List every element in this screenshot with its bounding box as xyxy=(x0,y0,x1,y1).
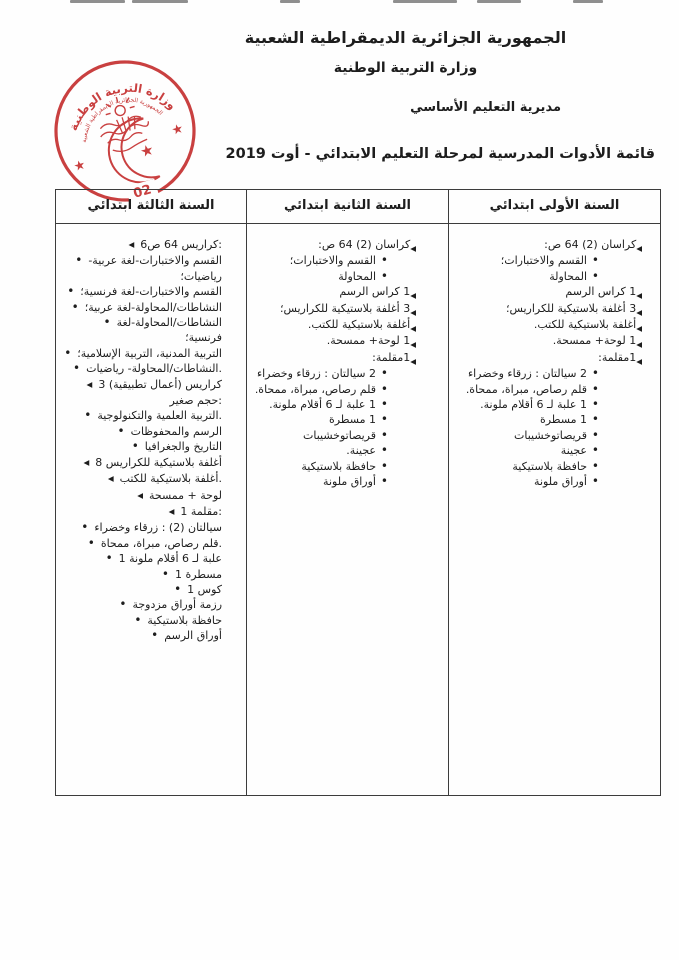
list-item xyxy=(64,361,222,376)
crescent-star-icon xyxy=(101,116,162,190)
table-body-row xyxy=(56,224,660,795)
list-item xyxy=(64,439,222,454)
arrow-bullet-icon: ◀ xyxy=(410,244,416,253)
dot-bullet-icon: • xyxy=(380,427,388,442)
arrow-bullet-icon: ◀ xyxy=(410,307,416,317)
item-text: عجينة xyxy=(560,444,587,458)
list-item xyxy=(64,567,222,582)
item-text: أوراق الرسم xyxy=(164,629,222,643)
list-item xyxy=(453,237,656,253)
list-item xyxy=(453,301,656,317)
dot-bullet-icon: • xyxy=(131,439,139,454)
list-item xyxy=(253,459,430,474)
list-item xyxy=(453,412,656,427)
item-text: 1 كراس الرسم xyxy=(565,285,637,299)
column-year2-list xyxy=(247,224,449,795)
item-text: أوراق ملونة xyxy=(323,475,376,489)
item-text: الرسم والمحفوظات xyxy=(130,424,222,438)
list-item xyxy=(253,397,430,412)
item-text: 1 لوحة+ ممسحة. xyxy=(552,334,637,348)
item-text: 2 سيالتان : زرقاء وخضراء xyxy=(256,367,376,381)
column-header-year2: السنة الثانية ابتدائي xyxy=(247,190,449,223)
column-header-year1: السنة الأولى ابتدائي xyxy=(489,198,620,213)
dot-bullet-icon: • xyxy=(380,443,388,458)
list-item xyxy=(253,237,430,253)
item-text: 1 علبة لـ 6 أقلام ملونة. xyxy=(269,398,376,412)
dot-bullet-icon: • xyxy=(105,551,113,566)
star-icon: ★ xyxy=(72,157,88,176)
item-text: المحاولة xyxy=(549,269,587,283)
list-item xyxy=(453,474,656,489)
arrow-bullet-icon: ◀ xyxy=(107,474,114,484)
dot-bullet-icon: • xyxy=(380,381,388,396)
dot-bullet-icon: • xyxy=(87,535,95,550)
arrow-bullet-icon: ◀ xyxy=(410,340,416,350)
list-item xyxy=(453,382,656,397)
column-year1-list xyxy=(449,224,660,795)
item-text: قلم رصاص، مبراة، ممحاة. xyxy=(254,382,376,396)
list-item xyxy=(453,350,656,366)
list-item xyxy=(453,443,656,458)
dot-bullet-icon: • xyxy=(591,253,599,268)
dot-bullet-icon: • xyxy=(380,253,388,268)
list-item xyxy=(64,628,222,643)
list-item xyxy=(64,504,222,520)
list-item xyxy=(253,443,430,458)
list-item xyxy=(64,597,222,612)
official-stamp xyxy=(50,56,200,206)
dot-bullet-icon: • xyxy=(380,412,388,427)
column-year3-list xyxy=(56,224,247,795)
item-text: 1 علبة لـ 6 أقلام ملونة. xyxy=(480,398,587,412)
list-item xyxy=(64,237,222,253)
dot-bullet-icon: • xyxy=(67,284,75,299)
dot-bullet-icon: • xyxy=(380,397,388,412)
item-text: 8 أغلفة بلاستيكية للكراريس xyxy=(95,455,222,469)
dot-bullet-icon: • xyxy=(81,520,89,535)
list-item xyxy=(64,315,222,346)
item-text: حافظة بلاستيكية xyxy=(147,613,222,627)
ministry-title: وزارة التربية الوطنية xyxy=(333,60,478,76)
stamp-inner-text: الجمهورية الجزائرية الديمقراطية الشعبية xyxy=(80,96,164,143)
arrow-bullet-icon: ◀ xyxy=(636,291,642,301)
directorate-label: مديرية التعليم الأساسي xyxy=(410,100,561,115)
item-text: القسم والاختبارات؛ xyxy=(289,254,376,268)
item-text: قريصاتوخشيبات xyxy=(303,428,376,442)
list-item xyxy=(253,382,430,397)
dot-bullet-icon: • xyxy=(103,315,111,330)
item-text: القسم والاختبارات-لغة فرنسية؛ xyxy=(80,285,222,299)
arrow-bullet-icon: ◀ xyxy=(636,340,642,350)
item-text: 1 مقلمة: xyxy=(180,504,222,518)
stamp-ring-text: وزارة التربية الوطنية xyxy=(65,80,180,133)
item-text: التاريخ والجغرافيا xyxy=(144,440,222,454)
dot-bullet-icon: • xyxy=(117,423,125,438)
list-item xyxy=(64,520,222,535)
item-text: 1 كراس الرسم xyxy=(339,285,411,299)
list-item xyxy=(64,300,222,315)
list-item xyxy=(453,317,656,333)
item-text: النشاطات/المحاولة-لغة عربية؛ xyxy=(84,300,222,314)
list-item xyxy=(453,459,656,474)
list-item xyxy=(253,301,430,317)
arrow-bullet-icon: ◀ xyxy=(410,291,416,301)
list-item xyxy=(453,397,656,412)
scan-artifact xyxy=(70,0,125,3)
arrow-bullet-icon: ◀ xyxy=(636,244,642,253)
arrow-bullet-icon: ◀ xyxy=(168,506,175,516)
list-item xyxy=(64,471,222,487)
dot-bullet-icon: • xyxy=(380,458,388,473)
dot-bullet-icon: • xyxy=(174,581,182,596)
item-text: المحاولة xyxy=(338,269,376,283)
item-text: 1 مسطرة xyxy=(174,567,222,581)
list-item xyxy=(64,377,222,409)
list-item xyxy=(253,474,430,489)
dot-bullet-icon: • xyxy=(84,408,92,423)
item-text: النشاطات/المحاولة- رياضيات. xyxy=(86,362,222,376)
list-item xyxy=(253,317,430,333)
item-text: 1 مسطرة xyxy=(539,413,587,427)
column-header-year3: السنة الثالثة ابتدائي xyxy=(56,190,247,223)
item-text: 1مقلمة: xyxy=(372,350,411,364)
dot-bullet-icon: • xyxy=(161,566,169,581)
item-text: قلم رصاص، مبراة، ممحاة. xyxy=(465,382,587,396)
list-item xyxy=(253,428,430,443)
list-item xyxy=(253,350,430,366)
list-item xyxy=(253,333,430,349)
item-text: 1 لوحة+ ممسحة. xyxy=(326,334,411,348)
stamp-number: 02 xyxy=(131,182,154,202)
item-text: 1 مسطرة xyxy=(328,413,376,427)
dot-bullet-icon: • xyxy=(71,299,79,314)
dot-bullet-icon: • xyxy=(591,458,599,473)
arrow-bullet-icon: ◀ xyxy=(86,379,93,389)
item-text: حافظة بلاستيكية xyxy=(301,459,376,473)
dot-bullet-icon: • xyxy=(151,628,159,643)
item-text: عجينة. xyxy=(346,444,376,458)
list-item xyxy=(64,408,222,423)
item-text: التربية المدنية، التربية الإسلامية؛ xyxy=(77,346,222,360)
supplies-table xyxy=(55,189,661,796)
list-item xyxy=(64,424,222,439)
list-item xyxy=(64,536,222,551)
star-icon: ★ xyxy=(169,121,186,139)
dot-bullet-icon: • xyxy=(64,345,72,360)
list-item xyxy=(453,253,656,268)
table-header-row xyxy=(56,190,660,224)
item-text: النشاطات/المحاولة-لغة فرنسية؛ xyxy=(116,316,222,345)
item-text: رزمة أوراق مزدوجة xyxy=(132,598,222,612)
scan-artifact xyxy=(132,0,188,3)
item-text: 2 سيالتان : زرقاء وخضراء xyxy=(467,367,587,381)
arrow-bullet-icon: ◀ xyxy=(636,307,642,317)
item-text: 1مقلمة: xyxy=(598,350,637,364)
item-text: 3 أغلفة بلاستيكية للكراريس؛ xyxy=(279,301,411,315)
dot-bullet-icon: • xyxy=(591,397,599,412)
item-text: 1 علبة لـ 6 أقلام ملونة xyxy=(118,552,222,566)
dot-bullet-icon: • xyxy=(380,366,388,381)
list-item xyxy=(253,253,430,268)
item-text: أغلفة بلاستيكية للكتب. xyxy=(119,472,222,486)
list-item xyxy=(253,284,430,300)
page-title: قائمة الأدوات المدرسية لمرحلة التعليم الابتدائي - أوت 2019 xyxy=(225,146,655,162)
item-text: حافظة بلاستيكية xyxy=(512,459,587,473)
dot-bullet-icon: • xyxy=(591,443,599,458)
item-text: 1 كوس xyxy=(187,582,222,596)
list-item xyxy=(64,582,222,597)
arrow-bullet-icon: ◀ xyxy=(636,356,642,366)
list-item xyxy=(253,269,430,284)
list-item xyxy=(453,269,656,284)
list-item xyxy=(64,551,222,566)
dot-bullet-icon: • xyxy=(75,253,83,268)
dot-bullet-icon: • xyxy=(591,474,599,489)
item-text: كراسان (2) 64 ص: xyxy=(318,238,411,251)
arrow-bullet-icon: ◀ xyxy=(410,324,416,334)
list-item xyxy=(64,455,222,471)
list-item xyxy=(253,412,430,427)
list-item xyxy=(453,428,656,443)
list-item xyxy=(453,366,656,381)
list-item xyxy=(64,284,222,299)
list-item xyxy=(453,333,656,349)
item-text: كراسان (2) 64 ص: xyxy=(544,238,637,251)
arrow-bullet-icon: ◀ xyxy=(410,356,416,366)
item-text: القسم والاختبارات-لغة عربية-رياضيات؛ xyxy=(88,254,222,283)
dot-bullet-icon: • xyxy=(134,612,142,627)
scan-artifact xyxy=(393,0,457,3)
item-text: أغلفة بلاستيكية للكتب. xyxy=(307,318,411,332)
item-text: 3 كراريس (أعمال تطبيقية) حجم صغير: xyxy=(98,377,222,408)
item-text: القسم والاختبارات؛ xyxy=(500,254,587,268)
item-text: أغلفة بلاستيكية للكتب. xyxy=(533,318,637,332)
arrow-bullet-icon: ◀ xyxy=(128,240,135,249)
dot-bullet-icon: • xyxy=(380,474,388,489)
list-item xyxy=(253,366,430,381)
list-item xyxy=(64,253,222,284)
arrow-bullet-icon: ◀ xyxy=(137,490,143,500)
dot-bullet-icon: • xyxy=(119,597,127,612)
item-text: أوراق ملونة xyxy=(534,475,587,489)
dot-bullet-icon: • xyxy=(591,427,599,442)
item-text: التربية العلمية والتكنولوجية. xyxy=(97,409,222,423)
item-text: 6كراريس 64 ص: xyxy=(140,238,222,251)
list-item xyxy=(64,488,222,504)
item-text: سيالتان (2) : زرقاء وخضراء xyxy=(94,521,222,535)
dot-bullet-icon: • xyxy=(591,381,599,396)
arrow-bullet-icon: ◀ xyxy=(636,324,642,334)
dot-bullet-icon: • xyxy=(73,361,81,376)
dot-bullet-icon: • xyxy=(380,268,388,283)
dot-bullet-icon: • xyxy=(591,268,599,283)
item-text: قريصاتوخشيبات xyxy=(514,428,587,442)
republic-title: الجمهورية الجزائرية الديمقراطية الشعبية xyxy=(244,28,567,47)
dot-bullet-icon: • xyxy=(591,366,599,381)
item-text: لوحة + ممسحة xyxy=(148,488,222,502)
dot-bullet-icon: • xyxy=(591,412,599,427)
item-text: 3 أغلفة بلاستيكية للكراريس؛ xyxy=(505,301,637,315)
list-item xyxy=(64,346,222,361)
scan-artifact xyxy=(280,0,300,3)
item-text: قلم رصاص، مبراة، ممحاة. xyxy=(100,536,222,550)
arrow-bullet-icon: ◀ xyxy=(83,457,90,467)
list-item xyxy=(64,613,222,628)
scan-artifact xyxy=(477,0,521,3)
list-item xyxy=(453,284,656,300)
scan-artifact xyxy=(573,0,603,3)
svg-text:★: ★ xyxy=(138,140,156,162)
